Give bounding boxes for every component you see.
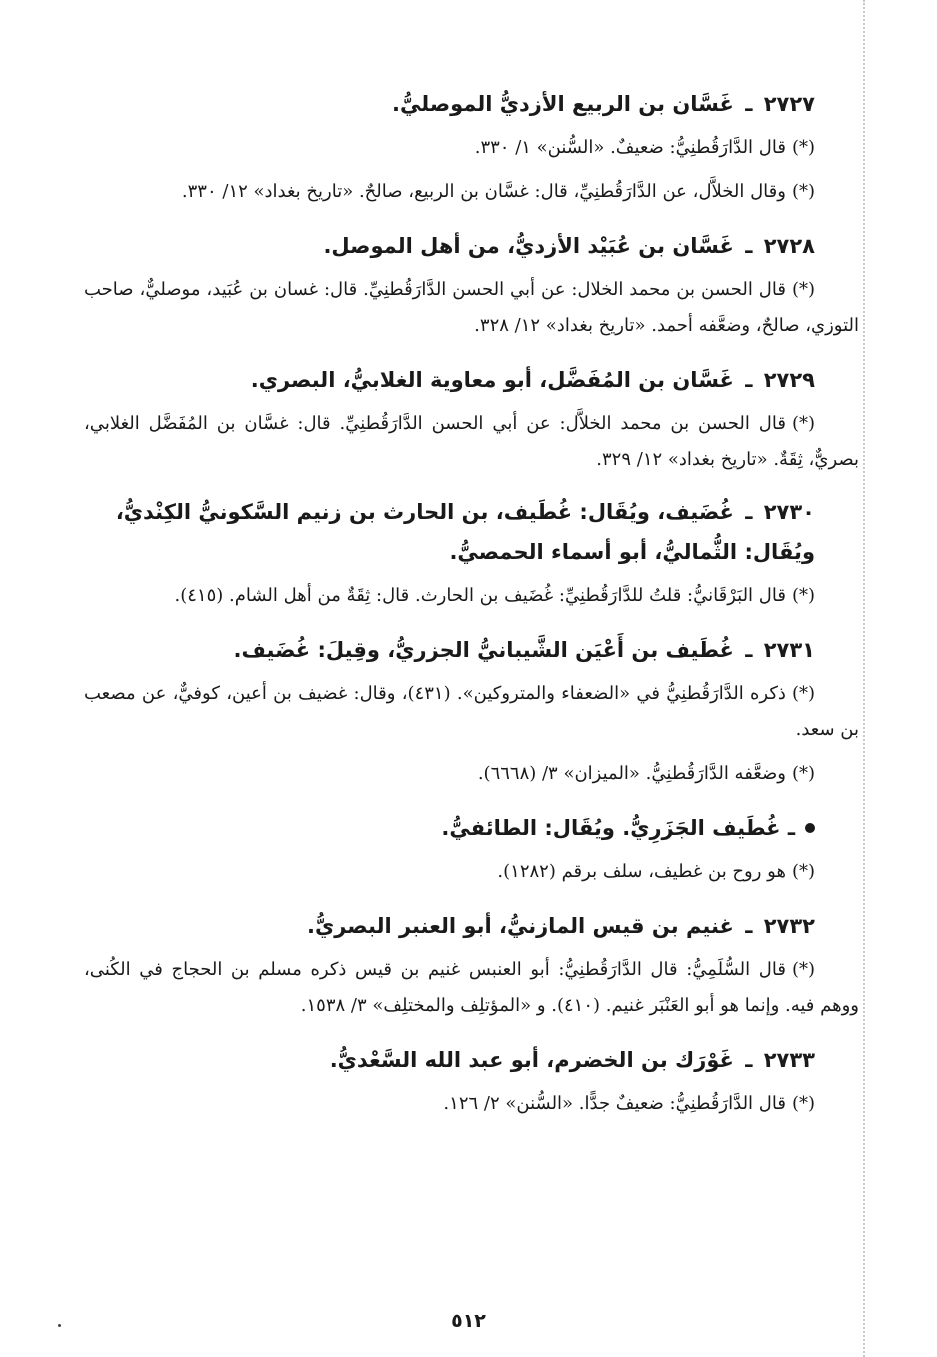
entry-ghutayf-jazari	[84, 808, 859, 890]
paragraph-text: قال الحسن بن محمد الخلاَّل: عن أبي الحسن الدَّارَقُطنِيِّ. قال: غسَّان بن المُفَضَّل الغلابي، بصريٌّ، ثِقَةٌ. «تاريخ بغداد» ١٢/ ٣٢٩.	[84, 413, 859, 470]
paragraph-text: ذكره الدَّارَقُطنِيُّ في «الضعفاء والمتروكين». (٤٣١)، وقال: غضيف بن أعين، كوفيٌّ، عن مصعب بن سعد.	[84, 683, 859, 740]
entry-number: ٢٧٣٠	[763, 500, 815, 524]
entry-heading	[84, 492, 859, 572]
paragraph-text: وضعَّفه الدَّارَقُطنِيُّ. «الميزان» ٣/ (٦٦٦٨).	[477, 763, 786, 784]
entry-2732	[84, 906, 859, 1024]
entry-paragraph	[84, 174, 859, 210]
star-marker: (*)	[791, 763, 815, 784]
entry-paragraph	[84, 676, 859, 748]
entry-name: غَسَّان بن الربيع الأزديُّ الموصليُّ.	[392, 92, 734, 116]
bullet-icon	[805, 823, 815, 833]
entry-dash: ـ	[745, 914, 753, 938]
entry-name: غَوْرَك بن الخضرم، أبو عبد الله السَّعْديُّ.	[329, 1048, 734, 1072]
entry-number: ٢٧٣٢	[763, 914, 815, 938]
entry-paragraph	[84, 952, 859, 1024]
star-marker: (*)	[791, 181, 815, 202]
paragraph-text: وقال الخلاَّل، عن الدَّارَقُطنِيِّ، قال: غسَّان بن الربيع، صالحٌ. «تاريخ بغداد» ١٢/ ٣٣٠.	[181, 181, 786, 202]
page-content	[84, 84, 859, 1138]
entry-heading	[84, 808, 859, 848]
entry-dash: ـ	[745, 368, 753, 392]
entry-2729	[84, 360, 859, 478]
entry-heading	[84, 1040, 859, 1080]
paragraph-text: قال الدَّارَقُطنِيُّ: ضعيفٌ جدًّا. «السُّنن» ٢/ ١٢٦.	[443, 1093, 786, 1114]
entry-name: غَسَّان بن عُبَيْد الأزديُّ، من أهل الموصل.	[323, 234, 734, 258]
entry-heading	[84, 630, 859, 670]
entry-dash: ـ	[745, 638, 753, 662]
entry-2727	[84, 84, 859, 210]
entry-dash: ـ	[745, 500, 753, 524]
entry-name: غَسَّان بن المُفَضَّل، أبو معاوية الغلابيُّ، البصري.	[250, 368, 734, 392]
entry-name: غُضَيف، ويُقَال: غُطَيف، بن الحارث بن زنيم السَّكونيُّ الكِنْديُّ، ويُقَال: الثُّماليُّ، أبو أسماء الحمصيُّ.	[115, 500, 815, 564]
entry-2733	[84, 1040, 859, 1122]
entry-2728	[84, 226, 859, 344]
entry-number: ٢٧٢٨	[763, 234, 815, 258]
star-marker: (*)	[791, 959, 815, 980]
entry-2731	[84, 630, 859, 792]
margin-dots	[863, 0, 865, 1357]
star-marker: (*)	[791, 279, 815, 300]
entry-paragraph	[84, 854, 859, 890]
entry-dash: ـ	[745, 92, 753, 116]
entry-number: ٢٧٣١	[763, 638, 815, 662]
entry-paragraph	[84, 578, 859, 614]
entry-heading	[84, 906, 859, 946]
entry-paragraph	[84, 406, 859, 478]
entry-paragraph	[84, 130, 859, 166]
star-marker: (*)	[791, 861, 815, 882]
entry-heading	[84, 360, 859, 400]
paragraph-text: قال السُّلَمِيُّ: قال الدَّارَقُطنِيُّ: أبو العنبس غنيم بن قيس ذكره مسلم بن الحجاج في الكُنى، ووهم فيه. وإنما هو أبو العَنْبَر غنيم. (٤١٠). و «المؤتلِف والمختلِف» ٣/ ١٥٣٨.	[84, 959, 859, 1016]
entry-dash: ـ	[745, 1048, 753, 1072]
entry-name: غُطَيف بن أَعْيَن الشَّيبانيُّ الجزريُّ، وقِيلَ: غُضَيف.	[233, 638, 734, 662]
star-marker: (*)	[791, 585, 815, 606]
entry-paragraph	[84, 756, 859, 792]
paragraph-text: قال الحسن بن محمد الخلال: عن أبي الحسن الدَّارَقُطنِيِّ. قال: غسان بن عُبَيد، موصليٌّ، صاحب التوزي، صالحٌ، وضعَّفه أحمد. «تاريخ بغداد» ١٢/ ٣٢٨.	[84, 279, 859, 336]
paragraph-text: قال الدَّارَقُطنِيُّ: ضعيفٌ. «السُّنن» ١/ ٣٣٠.	[474, 137, 786, 158]
entry-2730	[84, 492, 859, 614]
entry-name: غنيم بن قيس المازنيُّ، أبو العنبر البصريُّ.	[307, 914, 734, 938]
star-marker: (*)	[791, 683, 815, 704]
entry-paragraph	[84, 1086, 859, 1122]
entry-number: ٢٧٢٩	[763, 368, 815, 392]
star-marker: (*)	[791, 1093, 815, 1114]
paragraph-text: هو روح بن غطيف، سلف برقم (١٢٨٢).	[497, 861, 786, 882]
entry-paragraph	[84, 272, 859, 344]
entry-number: ٢٧٢٧	[763, 92, 815, 116]
entry-name: ـ غُطَيف الجَزَرِيُّ. ويُقَال: الطائفيُّ.	[441, 816, 795, 840]
page-number: ٥١٢	[451, 1310, 486, 1332]
paragraph-text: قال البَرْقَانيُّ: قلتُ للدَّارَقُطنِيِّ: غُضَيف بن الحارث. قال: ثِقَةٌ من أهل الشام. (٤١٥).	[174, 585, 786, 606]
entry-heading	[84, 226, 859, 266]
entry-dash: ـ	[745, 234, 753, 258]
star-marker: (*)	[791, 137, 815, 158]
entry-heading	[84, 84, 859, 124]
star-marker: (*)	[791, 413, 815, 434]
entry-number: ٢٧٣٣	[763, 1048, 815, 1072]
